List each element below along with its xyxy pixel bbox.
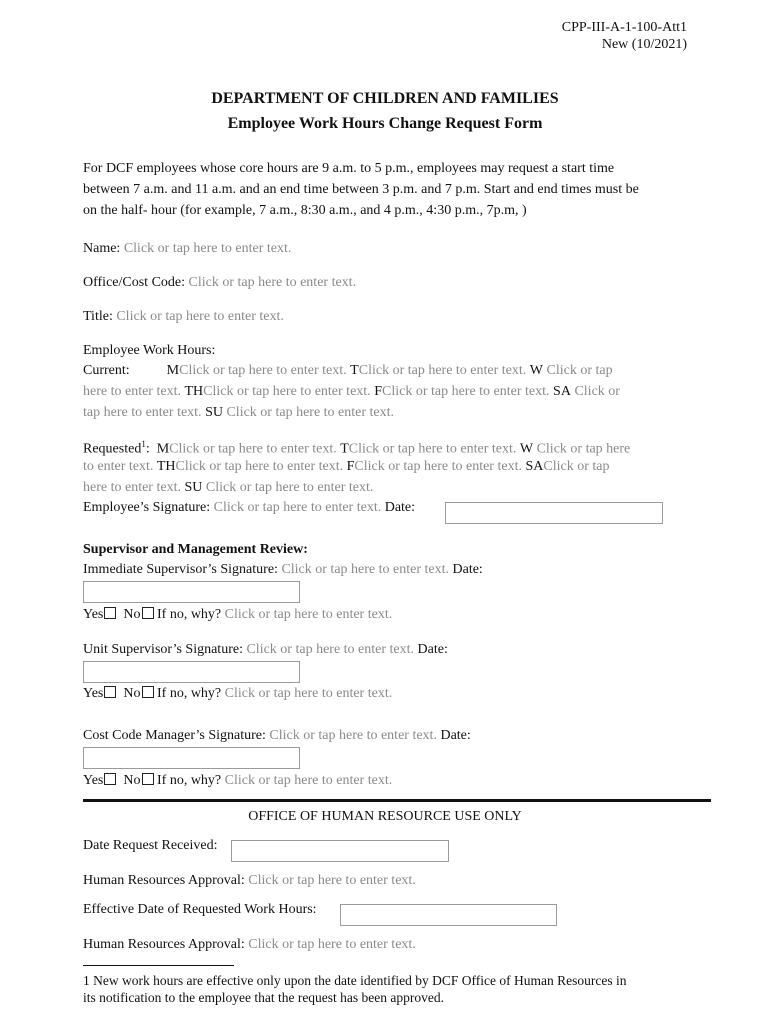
immediate-yes-checkbox[interactable] [104, 607, 116, 619]
employee-date-label: Date: [384, 500, 416, 515]
unit-supervisor-label: Unit Supervisor’s Signature: [83, 642, 243, 657]
name-label: Name: [83, 241, 121, 256]
current-m-input[interactable]: Click or tap here to enter text. [179, 363, 347, 378]
hr-heading: OFFICE OF HUMAN RESOURCE USE ONLY [248, 809, 522, 824]
document-version: New (10/2021) [601, 37, 687, 52]
current-line-1 [83, 363, 613, 379]
requested-f-label: F [346, 459, 355, 474]
title-row [83, 309, 284, 325]
current-line-3: tap here to enter text. SU Click or tap here to enter text. [83, 405, 395, 420]
current-sa-input[interactable]: Click or [574, 384, 620, 399]
current-t-input[interactable]: Click or tap here to enter text. [358, 363, 527, 378]
unit-date-label: Date: [417, 642, 448, 657]
employee-date-field[interactable] [445, 502, 663, 524]
hr-divider [83, 799, 711, 802]
office-input[interactable]: Click or tap here to enter text. [188, 275, 357, 290]
hr-approval-input-1[interactable]: Click or tap here to enter text. [248, 873, 416, 888]
hr-approval-input-2[interactable]: Click or tap here to enter text. [248, 937, 416, 952]
current-w-input[interactable]: Click or tap [546, 363, 613, 378]
requested-th-input[interactable]: Click or tap here to enter text. [175, 459, 344, 474]
cost-code-reason-input[interactable]: Click or tap here to enter text. [224, 773, 393, 788]
name-input[interactable]: Click or tap here to enter text. [123, 241, 292, 256]
current-line-2: here to enter text. THClick or tap here to enter text. FClick or tap here to enter text. SA Click or [83, 384, 620, 399]
department-heading: DEPARTMENT OF CHILDREN AND FAMILIES [211, 90, 559, 107]
cost-code-manager-input[interactable]: Click or tap here to enter text. [269, 728, 437, 743]
name-row [83, 241, 291, 257]
immediate-yes-label: Yes [83, 607, 104, 622]
requested-sa-input[interactable]: Click or tap [543, 459, 610, 474]
work-hours-label: Employee Work Hours: [83, 343, 216, 358]
intro-line-3: on the half- hour (for example, 7 a.m., 8:30 a.m., and 4 p.m., 4:30 p.m., 7p.m, ) [83, 203, 527, 218]
cost-code-date-label: Date: [440, 728, 471, 743]
unit-approval-row [83, 686, 392, 702]
requested-label: Requested [83, 441, 142, 457]
immediate-no-label: No [123, 607, 141, 622]
immediate-supervisor-input[interactable]: Click or tap here to enter text. [281, 562, 449, 577]
footnote-marker: 1 [141, 439, 146, 449]
employee-signature-label: Employee’s Signature: [83, 500, 211, 515]
unit-date-field[interactable] [83, 661, 300, 683]
unit-supervisor-input[interactable]: Click or tap here to enter text. [246, 642, 415, 657]
current-t-label: T [350, 363, 359, 378]
requested-line-1: Requested$^1$: MClick or tap here to enter text. TClick or tap here to enter text. W Click or tap here [83, 439, 631, 457]
effective-date-label: Effective Date of Requested Work Hours: [83, 902, 317, 917]
unit-no-checkbox[interactable] [142, 686, 154, 698]
intro-line-1: For DCF employees whose core hours are 9 a.m. to 5 p.m., employees may request a start time [83, 161, 615, 176]
review-heading: Supervisor and Management Review: [83, 542, 308, 557]
current-f-label: F [374, 384, 382, 399]
document-code: CPP-III-A-1-100-Att1 [561, 20, 687, 35]
requested-w-label: W [519, 441, 534, 457]
requested-su-label: SU [184, 480, 203, 495]
cost-code-yes-checkbox[interactable] [104, 773, 116, 785]
cost-code-manager-row [83, 728, 471, 744]
unit-yes-label: Yes [83, 686, 104, 701]
cost-code-no-checkbox[interactable] [142, 773, 154, 785]
requested-t-input[interactable]: Click or tap here to enter text. [348, 441, 517, 457]
cost-code-approval-row [83, 773, 392, 789]
current-label: Current: [83, 363, 130, 378]
hr-approval-label-1: Human Resources Approval: [83, 873, 245, 888]
current-su-input[interactable]: Click or tap here to enter text. [226, 405, 395, 420]
unit-no-label: No [123, 686, 141, 701]
effective-date-field[interactable] [340, 904, 557, 926]
unit-supervisor-row [83, 642, 448, 658]
hr-approval-row-1 [83, 873, 416, 889]
requested-m-input[interactable]: Click or tap here to enter text. [169, 441, 337, 457]
requested-th-label: TH [156, 459, 176, 474]
cost-code-yes-label: Yes [83, 773, 104, 788]
current-sa-label: SA [553, 384, 571, 399]
immediate-date-label: Date: [452, 562, 483, 577]
current-w-label: W [529, 363, 544, 378]
footnote-line-1: 1 New work hours are effective only upon the date identified by DCF Office of Human Resources in [83, 973, 627, 988]
requested-line-3: here to enter text. SU Click or tap here to enter text. [83, 480, 374, 495]
requested-sa-label: SA [525, 459, 544, 474]
immediate-if-no-label: If no, why? [157, 607, 222, 622]
unit-reason-input[interactable]: Click or tap here to enter text. [224, 686, 393, 701]
cost-code-no-label: No [123, 773, 141, 788]
current-m-label: M [166, 363, 180, 378]
employee-signature-row [83, 500, 415, 516]
immediate-approval-row [83, 607, 392, 623]
requested-su-input[interactable]: Click or tap here to enter text. [205, 480, 374, 495]
cost-code-date-field[interactable] [83, 747, 300, 769]
cost-code-if-no-label: If no, why? [157, 773, 222, 788]
footnote-line-2: its notification to the employee that the request has been approved. [83, 990, 445, 1005]
requested-m-label: M [156, 441, 170, 457]
intro-line-2: between 7 a.m. and 11 a.m. and an end time between 3 p.m. and 7 p.m. Start and end times must be [83, 182, 639, 197]
title-input[interactable]: Click or tap here to enter text. [116, 309, 284, 324]
cost-code-manager-label: Cost Code Manager’s Signature: [83, 728, 266, 743]
office-row [83, 275, 356, 291]
immediate-supervisor-label: Immediate Supervisor’s Signature: [83, 562, 278, 577]
requested-line-2: to enter text. THClick or tap here to enter text. FClick or tap here to enter text. SAClick or tap [83, 459, 610, 474]
current-su-label: SU [205, 405, 223, 420]
immediate-date-field[interactable] [83, 581, 300, 603]
office-label: Office/Cost Code: [83, 275, 186, 290]
hr-approval-row-2 [83, 937, 416, 953]
title-label: Title: [83, 309, 113, 324]
current-th-label: TH [184, 384, 204, 399]
unit-yes-checkbox[interactable] [104, 686, 116, 698]
unit-if-no-label: If no, why? [157, 686, 222, 701]
date-received-field[interactable] [231, 840, 449, 862]
immediate-supervisor-row [83, 562, 483, 578]
requested-w-input[interactable]: Click or tap here [536, 441, 631, 457]
immediate-no-checkbox[interactable] [142, 607, 154, 619]
date-received-label: Date Request Received: [83, 838, 218, 853]
form-title: Employee Work Hours Change Request Form [227, 115, 543, 132]
current-f-input[interactable]: Click or tap here to enter text. [381, 384, 550, 399]
requested-f-input[interactable]: Click or tap here to enter text. [354, 459, 522, 474]
hr-approval-label-2: Human Resources Approval: [83, 937, 245, 952]
requested-t-label: T [340, 441, 349, 457]
current-th-input[interactable]: Click or tap here to enter text. [203, 384, 371, 399]
footnote-rule [83, 965, 234, 966]
employee-signature-input[interactable]: Click or tap here to enter text. [213, 500, 382, 515]
immediate-reason-input[interactable]: Click or tap here to enter text. [224, 607, 393, 622]
